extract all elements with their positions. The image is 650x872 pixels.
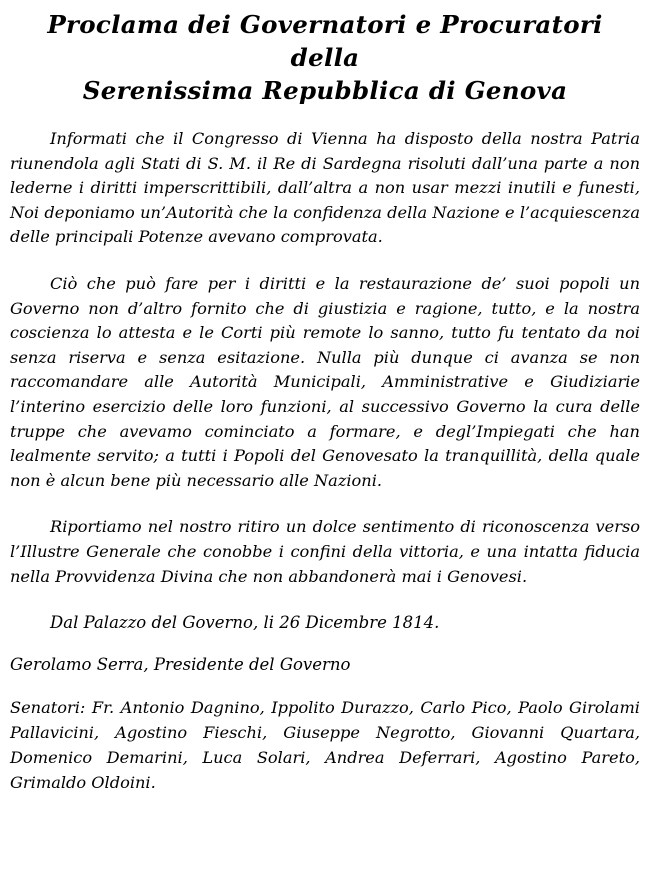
date-line: Dal Palazzo del Governo, li 26 Dicembre 1814. — [50, 613, 440, 633]
paragraph-1: Informati che il Congresso di Vienna ha disposto della nostra Patria riunendola agli Stati di S. M. il Re di Sardegna risoluti dall’una parte a non lederne i diritti imperscrittibili, dall’altra a non usar mezzi inutili e funesti, Noi deponiamo un’Autorità che la confidenza della Nazione e l’acquiescenza delle principali Potenze avevano comprovata. — [10, 129, 640, 247]
paragraph-3: Riportiamo nel nostro ritiro un dolce sentimento di riconoscenza verso l’Illustre Generale che conobbe i confini della vittoria, e una intatta fiducia nella Provvidenza Divina che non abbandonerà mai i Genovesi. — [10, 517, 640, 586]
paragraph-2: Ciò che può fare per i diritti e la restaurazione de’ suoi popoli un Governo non d’altro fornito che di giustizia e ragione, tutto, e la nostra coscienza lo attesta e le Corti più remote lo sanno, tutto fu tentato da noi senza riserva e senza esitazione. Nulla più dunque ci avanza se non raccomandare alle Autorità Municipali, Amministrative e Giudiziarie l’interino esercizio delle loro funzioni, al successivo Governo la cura delle truppe che avevamo cominciato a formare, e degl’Impiegati che han lealmente servito; a tutti i Popoli del Genovesato la tranquillità, della quale non è alcun bene più necessario alle Nazioni. — [10, 273, 640, 490]
senators-list: Senatori: Fr. Antonio Dagnino, Ippolito Durazzo, Carlo Pico, Paolo Girolami Pallavicini, Agostino Fieschi, Giuseppe Negrotto, Giovanni Quartara, Domenico Demarini, Luca Solari, Andrea Deferrari, Agostino Pareto, Grimaldo Oldoini. — [10, 698, 640, 793]
title-line-1: Proclama dei Governatori e Procuratori della — [47, 10, 603, 72]
page-title — [10, 8, 640, 107]
president-signature: Gerolamo Serra, Presidente del Governo — [10, 655, 351, 675]
title-line-2: Serenissima Repubblica di Genova — [82, 76, 568, 105]
